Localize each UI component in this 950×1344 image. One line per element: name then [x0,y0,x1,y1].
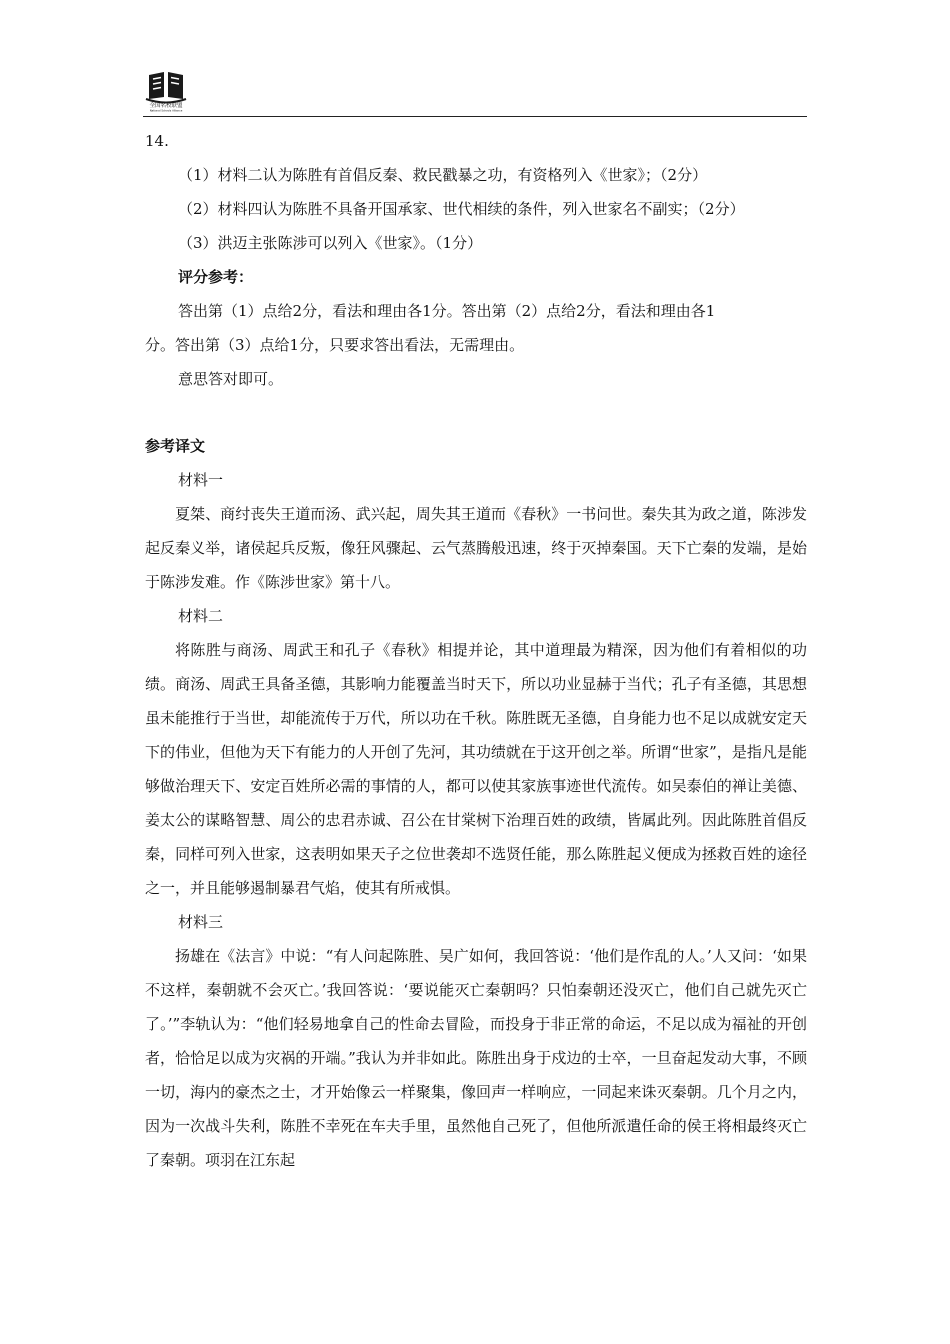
answer-item: （3）洪迈主张陈涉可以列入《世家》。（1分） [178,234,483,252]
answer-item: （1）材料二认为陈胜有首倡反秦、救民戳暴之功，有资格列入《世家》；（2分） [178,166,708,184]
scoring-line: 分。答出第（3）点给1分，只要求答出看法，无需理由。 [145,336,525,354]
document-body [145,124,807,1177]
material-label: 材料二 [178,607,224,625]
header-rule [143,116,807,117]
translation-title: 参考译文 [145,437,206,455]
material-text: 夏桀、商纣丧失王道而汤、武兴起，周失其王道而《春秋》一书问世。秦失其为政之道，陈涉发起反秦义举，诸侯起兵反叛，像狂风骤起、云气蒸腾般迅速，终于灭掉秦国。天下亡秦的发端，是始于陈涉发难。作《陈涉世家》第十八。 [145,505,807,591]
material-label: 材料一 [178,471,224,489]
logo-text: 全国名校联盟 [149,103,183,109]
scoring-title: 评分参考： [178,268,254,286]
material-text: 将陈胜与商汤、周武王和孔子《春秋》相提并论，其中道理最为精深，因为他们有着相似的功绩。商汤、周武王具备圣德，其影响力能覆盖当时天下，所以功业显赫于当代；孔子有圣德，其思想虽未能推行于当世，却能流传于万代，所以功在千秋。陈胜既无圣德，自身能力也不足以成就安定天下的伟业，但他为天下有能力的人开创了先河，其功绩就在于这开创之举。所谓“世家”，是指凡是能够做治理天下、安定百姓所必需的事情的人，都可以使其家族事迹世代流传。如吴泰伯的禅让美德、姜太公的谋略智慧、周公的忠君赤诚、召公在甘棠树下治理百姓的政绩，皆属此列。因此陈胜首倡反秦，同样可列入世家，这表明如果天子之位世袭却不选贤任能，那么陈胜起义便成为拯救百姓的途径之一，并且能够遏制暴君气焰，使其有所戒惧。 [145,641,807,897]
scoring-note: 意思答对即可。 [178,370,284,388]
scoring-line: 答出第（1）点给2分，看法和理由各1分。答出第（2）点给2分，看法和理由各1 [178,302,716,320]
material-label: 材料三 [178,913,224,931]
material-text: 扬雄在《法言》中说：“有人问起陈胜、吴广如何，我回答说：‘他们是作乱的人。’人又问：‘如果不这样，秦朝就不会灭亡。’我回答说：‘要说能灭亡秦朝吗？只怕秦朝还没灭亡，他们自己就先灭亡了。’”李轨认为：“他们轻易地拿自己的性命去冒险，而投身于非正常的命运，不足以成为福祉的开创者，恰恰足以成为灾祸的开端。”我认为并非如此。陈胜出身于戍边的士卒，一旦奋起发动大事，不顾一切，海内的豪杰之士，才开始像云一样聚集，像回声一样响应，一同起来诛灭秦朝。几个月之内，因为一次战斗失利，陈胜不幸死在车夫手里，虽然他自己死了，但他所派遣任命的侯王将相最终灭亡了秦朝。项羽在江东起 [145,947,807,1169]
question-number: 14. [145,132,169,150]
answer-item: （2）材料四认为陈胜不具备开国承家、世代相续的条件，列入世家名不副实；（2分） [178,200,745,218]
school-alliance-logo [143,66,189,112]
logo-subtext: National Schools Alliance [149,109,183,112]
